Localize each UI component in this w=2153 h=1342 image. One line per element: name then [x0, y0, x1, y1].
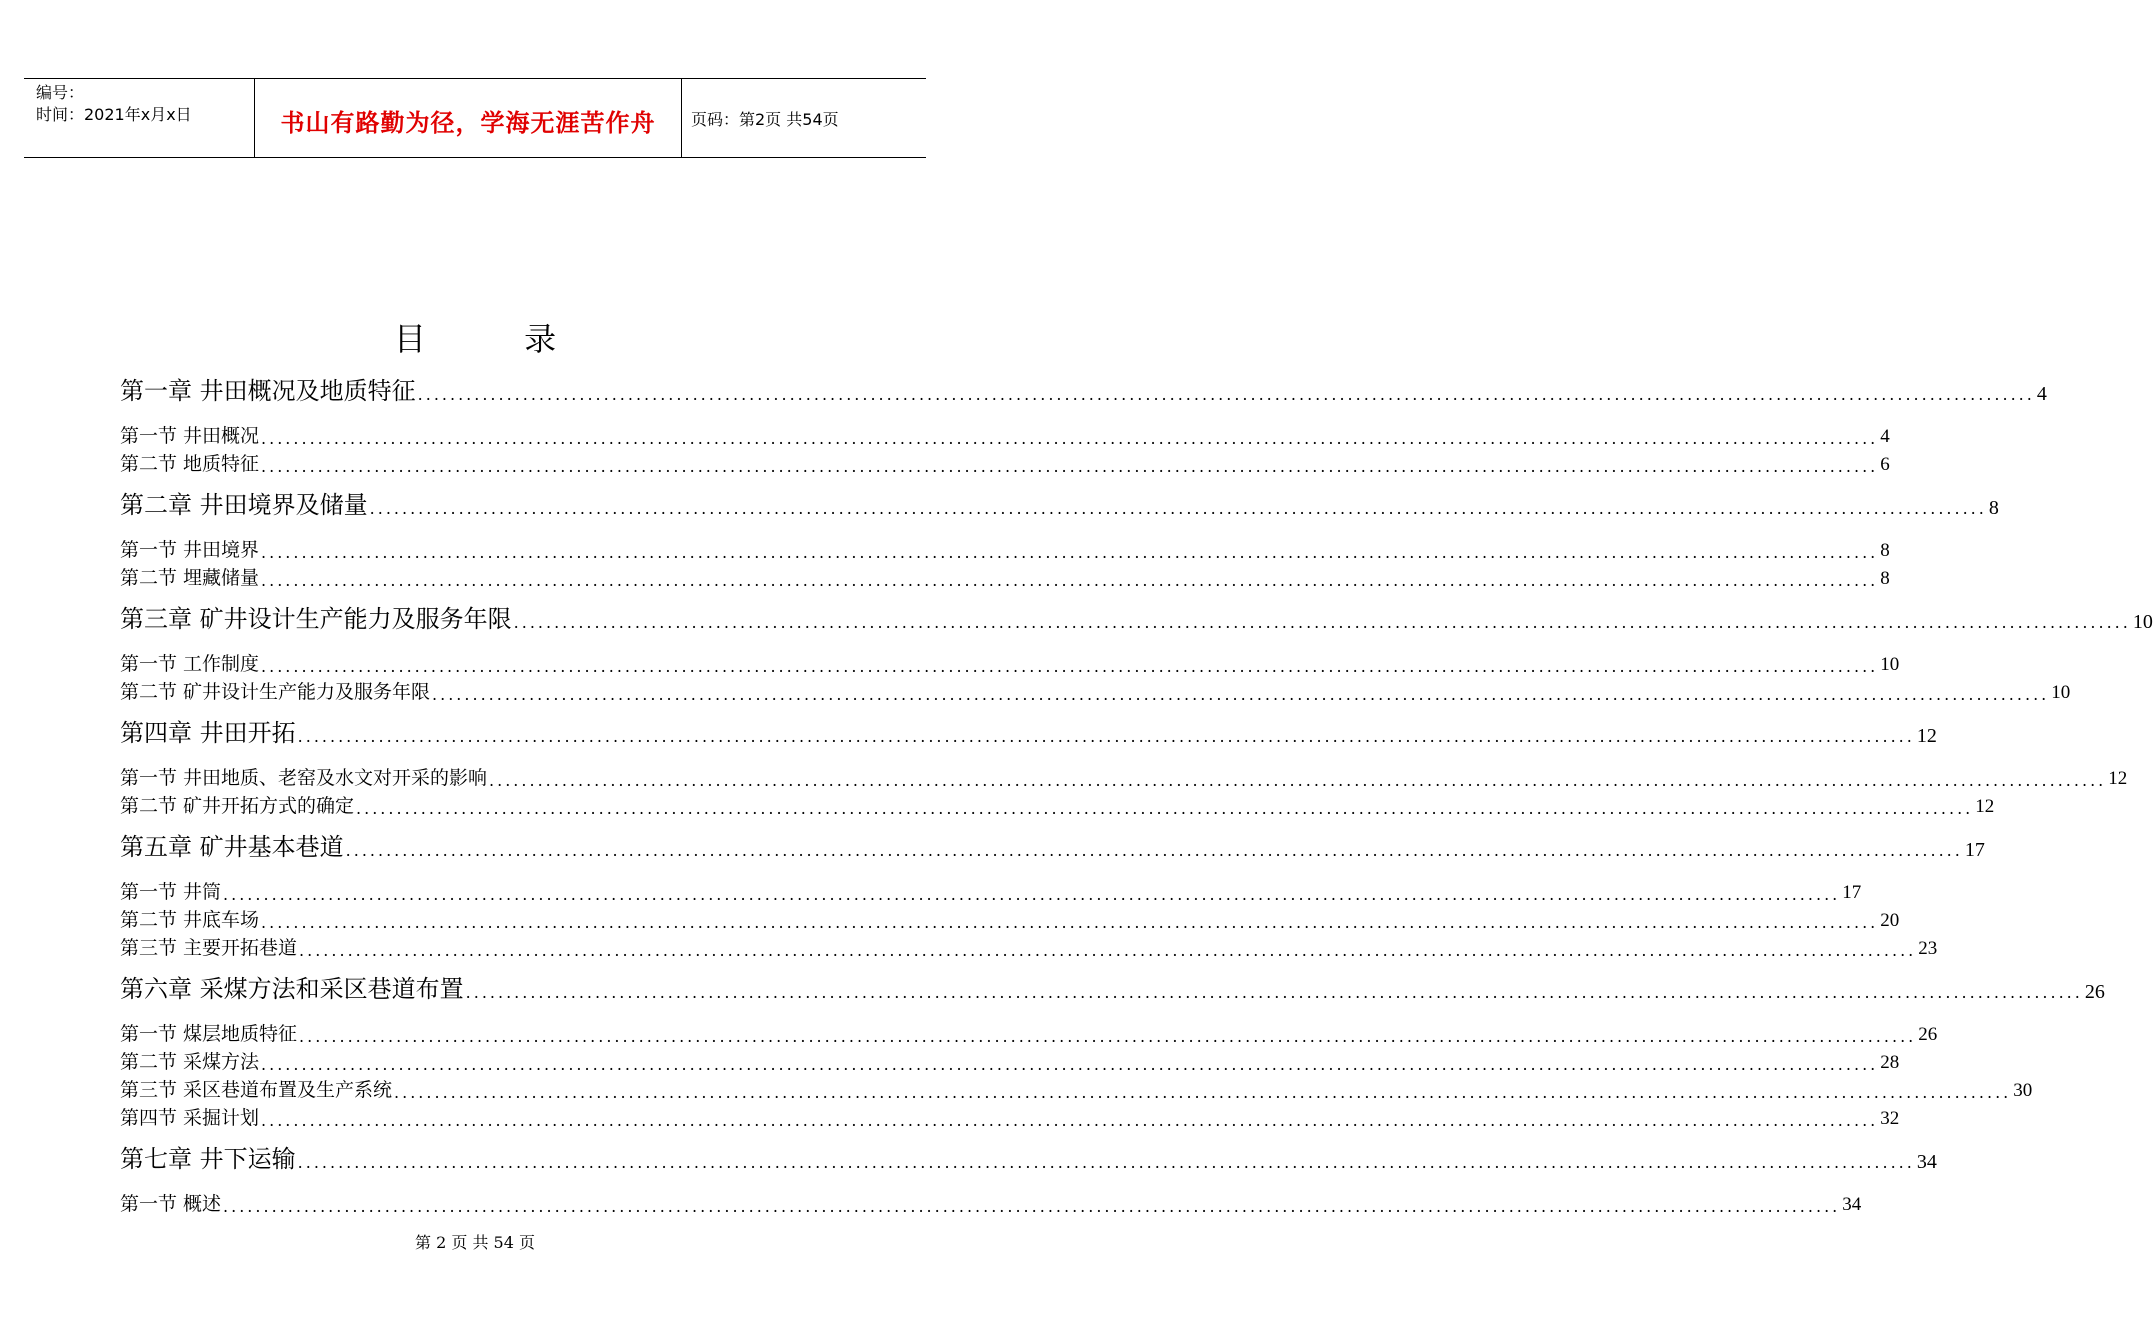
- toc-dot-leader: ........................................................................................................................................................................................................: [369, 499, 1987, 518]
- document-number-label: 编号：: [36, 83, 85, 102]
- toc-dot-leader: ........................................................................................................................................................................................................: [299, 941, 1917, 960]
- toc-entry-label: 第一节 井筒: [120, 881, 222, 903]
- toc-section-entry: [120, 874, 1862, 904]
- toc-dot-leader: ........................................................................................................................................................................................................: [261, 1111, 1879, 1130]
- toc-section-entry: [120, 788, 1995, 818]
- toc-dot-leader: ........................................................................................................................................................................................................: [465, 983, 2083, 1002]
- toc-section-entry: [120, 1072, 2033, 1102]
- toc-chapter-entry: [120, 1144, 1937, 1174]
- toc-chapter-entry: [120, 604, 2153, 634]
- toc-entry-label: 第四章 井田开拓: [120, 719, 296, 747]
- toc-entry-page-number: 17: [1964, 839, 1985, 861]
- toc-entry-label: 第一节 煤层地质特征: [120, 1023, 298, 1045]
- toc-entry-label: 第六章 采煤方法和采区巷道布置: [120, 975, 464, 1003]
- toc-entry-page-number: 32: [1880, 1108, 1900, 1129]
- toc-entry-page-number: 23: [1918, 938, 1938, 959]
- toc-entry-page-number: 12: [2108, 768, 2128, 789]
- toc-entry-label: 第二章 井田境界及储量: [120, 491, 368, 519]
- toc-entry-page-number: 30: [2013, 1080, 2033, 1101]
- toc-entry-page-number: 4: [1880, 426, 1890, 447]
- toc-dot-leader: ........................................................................................................................................................................................................: [356, 799, 1974, 818]
- toc-section-entry: [120, 1016, 1938, 1046]
- toc-entry-page-number: 20: [1880, 910, 1900, 931]
- toc-entry-page-number: 28: [1880, 1052, 1900, 1073]
- toc-title: 目 录: [393, 320, 601, 358]
- toc-dot-leader: ........................................................................................................................................................................................................: [297, 1153, 1915, 1172]
- toc-entry-label: 第一节 概述: [120, 1193, 222, 1215]
- header-page-info: 页码：第2页 共54页: [691, 110, 839, 129]
- toc-entry-page-number: 8: [1880, 568, 1890, 589]
- page-footer: 第 2 页 共 54 页: [415, 1233, 535, 1252]
- toc-entry-page-number: 6: [1880, 454, 1890, 475]
- toc-section-entry: [120, 418, 1890, 448]
- toc-dot-leader: ........................................................................................................................................................................................................: [261, 429, 1879, 448]
- toc-section-entry: [120, 760, 2128, 790]
- toc-entry-page-number: 8: [1880, 540, 1890, 561]
- toc-section-entry: [120, 1186, 1862, 1216]
- header-motto: 书山有路勤为径，学海无涯苦作舟: [280, 109, 656, 137]
- toc-entry-label: 第一章 井田概况及地质特征: [120, 377, 416, 405]
- toc-dot-leader: ........................................................................................................................................................................................................: [513, 613, 2131, 632]
- toc-entry-label: 第一节 井田地质、老窑及水文对开采的影响: [120, 767, 488, 789]
- header-meta-cell: [24, 79, 254, 157]
- toc-entry-label: 第二节 埋藏储量: [120, 567, 260, 589]
- toc-dot-leader: ........................................................................................................................................................................................................: [261, 1055, 1879, 1074]
- toc-entry-label: 第一节 井田概况: [120, 425, 260, 447]
- toc-chapter-entry: [120, 832, 1985, 862]
- toc-entry-label: 第三节 主要开拓巷道: [120, 937, 298, 959]
- toc-dot-leader: ........................................................................................................................................................................................................: [223, 1197, 1841, 1216]
- toc-entry-page-number: 10: [2132, 611, 2153, 633]
- toc-dot-leader: ........................................................................................................................................................................................................: [299, 1027, 1917, 1046]
- toc-dot-leader: ........................................................................................................................................................................................................: [345, 841, 1963, 860]
- toc-entry-label: 第一节 井田境界: [120, 539, 260, 561]
- toc-entry-page-number: 12: [1916, 725, 1937, 747]
- toc-entry-page-number: 10: [1880, 654, 1900, 675]
- toc-dot-leader: ........................................................................................................................................................................................................: [297, 727, 1915, 746]
- toc-chapter-entry: [120, 974, 2105, 1004]
- header-page-cell: [681, 79, 926, 157]
- toc-entry-page-number: 12: [1975, 796, 1995, 817]
- toc-dot-leader: ........................................................................................................................................................................................................: [261, 543, 1879, 562]
- toc-entry-label: 第三章 矿井设计生产能力及服务年限: [120, 605, 512, 633]
- toc-entry-label: 第二节 矿井开拓方式的确定: [120, 795, 355, 817]
- toc-section-entry: [120, 1100, 1900, 1130]
- toc-dot-leader: ........................................................................................................................................................................................................: [261, 913, 1879, 932]
- toc-entry-label: 第五章 矿井基本巷道: [120, 833, 344, 861]
- page-header: [24, 78, 926, 158]
- toc-dot-leader: ........................................................................................................................................................................................................: [261, 457, 1879, 476]
- toc-entry-label: 第二节 井底车场: [120, 909, 260, 931]
- toc-section-entry: [120, 560, 1890, 590]
- toc-dot-leader: ........................................................................................................................................................................................................: [489, 771, 2107, 790]
- toc-section-entry: [120, 1044, 1900, 1074]
- toc-entry-label: 第二节 采煤方法: [120, 1051, 260, 1073]
- toc-entry-label: 第二节 矿井设计生产能力及服务年限: [120, 681, 431, 703]
- toc-entry-page-number: 26: [2084, 981, 2105, 1003]
- document-time-label: 时间：2021年x月x日: [36, 105, 192, 124]
- toc-entry-page-number: 34: [1842, 1194, 1862, 1215]
- toc-section-entry: [120, 646, 1900, 676]
- toc-section-entry: [120, 674, 2071, 704]
- toc-chapter-entry: [120, 718, 1937, 748]
- toc-dot-leader: ........................................................................................................................................................................................................: [417, 385, 2035, 404]
- toc-entry-page-number: 8: [1988, 497, 1999, 519]
- toc-entry-label: 第二节 地质特征: [120, 453, 260, 475]
- toc-entry-label: 第三节 采区巷道布置及生产系统: [120, 1079, 393, 1101]
- toc-entry-label: 第一节 工作制度: [120, 653, 260, 675]
- toc-entry-page-number: 26: [1918, 1024, 1938, 1045]
- header-motto-cell: [254, 79, 682, 157]
- toc-section-entry: [120, 902, 1900, 932]
- toc-entry-page-number: 17: [1842, 882, 1862, 903]
- toc-chapter-entry: [120, 376, 2047, 406]
- toc-entry-page-number: 34: [1916, 1151, 1937, 1173]
- toc-dot-leader: ........................................................................................................................................................................................................: [261, 657, 1879, 676]
- toc-entry-page-number: 10: [2051, 682, 2071, 703]
- toc-section-entry: [120, 532, 1890, 562]
- toc-section-entry: [120, 930, 1938, 960]
- toc-dot-leader: ........................................................................................................................................................................................................: [223, 885, 1841, 904]
- toc-dot-leader: ........................................................................................................................................................................................................: [394, 1083, 2012, 1102]
- toc-entry-label: 第七章 井下运输: [120, 1145, 296, 1173]
- toc-entry-label: 第四节 采掘计划: [120, 1107, 260, 1129]
- toc-chapter-entry: [120, 490, 1999, 520]
- toc-section-entry: [120, 446, 1890, 476]
- toc-entry-page-number: 4: [2036, 383, 2047, 405]
- toc-dot-leader: ........................................................................................................................................................................................................: [432, 685, 2050, 704]
- toc-dot-leader: ........................................................................................................................................................................................................: [261, 571, 1879, 590]
